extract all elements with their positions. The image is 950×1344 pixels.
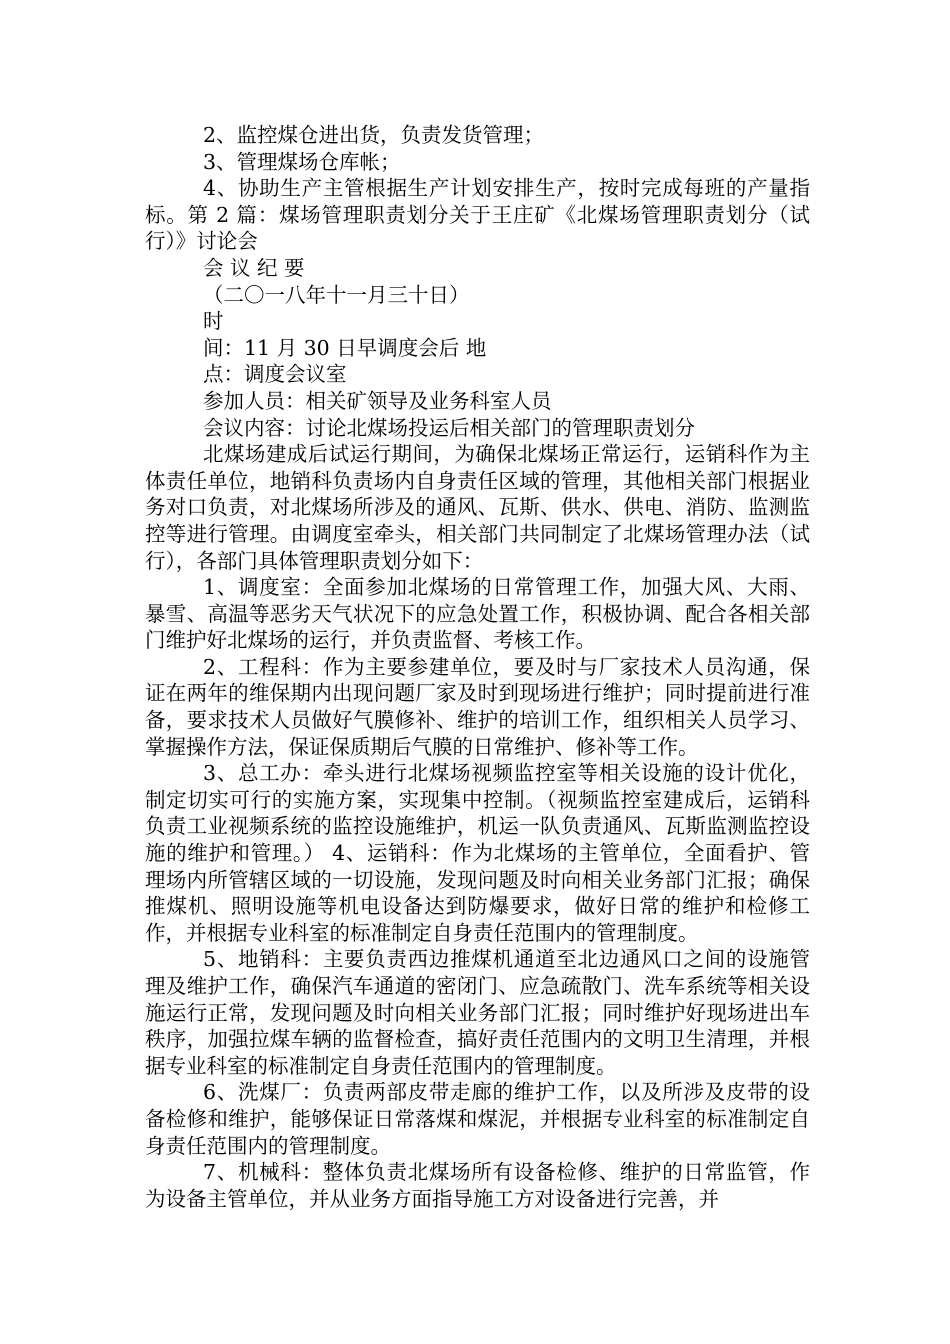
- duty-coal-washing-plant: 6、洗煤厂：负责两部皮带走廊的维护工作，以及所涉及皮带的设备检修和维护，能够保证日常落煤和煤泥，并根据专业科室的标准制定自身责任范围内的管理制度。: [145, 1080, 810, 1158]
- minutes-title: 会 议 纪 要: [203, 255, 305, 280]
- duty-machinery-dept: 7、机械科：整体负责北煤场所有设备检修、维护的日常监管，作为设备主管单位，并从业务方面指导施工方对设备进行完善，并: [145, 1160, 810, 1211]
- meeting-location: 点：调度会议室: [203, 362, 347, 387]
- meeting-content: 会议内容：讨论北煤场投运后相关部门的管理职责划分: [203, 415, 695, 440]
- paragraph-item-3: 3、管理煤场仓库帐；: [203, 149, 401, 174]
- paragraph-item-2: 2、监控煤仓进出货，负责发货管理；: [203, 123, 545, 147]
- meeting-time-value: 间：11 月 30 日早调度会后 地: [203, 335, 487, 360]
- document-body: [145, 122, 810, 1212]
- intro-paragraph: 北煤场建成后试运行期间，为确保北煤场正常运行，运销科作为主体责任单位，地销科负责场内自身责任区域的管理，其他相关部门根据业务对口负责，对北煤场所涉及的通风、瓦斯、供水、供电、消防、监测监控等进行管理。由调度室牵头，相关部门共同制定了北煤场管理办法（试行），各部门具体管理职责划分如下：: [145, 442, 810, 573]
- paragraph-item-4-and-heading: 4、协助生产主管根据生产计划安排生产，按时完成每班的产量指标。第 2 篇：煤场管理职责划分关于王庄矿《北煤场管理职责划分（试行）》讨论会: [145, 176, 810, 254]
- meeting-attendees: 参加人员：相关矿领导及业务科室人员: [203, 388, 552, 413]
- meeting-time-label: 时: [203, 309, 224, 334]
- duty-engineering-dept: 2、工程科：作为主要参建单位，要及时与厂家技术人员沟通，保证在两年的维保期内出现问题厂家及时到现场进行维护；同时提前进行准备，要求技术人员做好气膜修补、维护的培训工作，组织相关人员学习、掌握操作方法，保证保质期后气膜的日常维护、修补等工作。: [145, 654, 810, 759]
- duty-local-sales-dept: 5、地销科：主要负责西边推煤机通道至北边通风口之间的设施管理及维护工作，确保汽车通道的密闭门、应急疏散门、洗车系统等相关设施运行正常，发现问题及时向相关业务部门汇报；同时维护好现场进出车秩序，加强拉煤车辆的监督检查，搞好责任范围内的文明卫生清理，并根据专业科室的标准制定自身责任范围内的管理制度。: [145, 947, 810, 1078]
- minutes-date: （二〇一八年十一月三十日）: [203, 282, 470, 307]
- duty-dispatch-office: 1、调度室：全面参加北煤场的日常管理工作，加强大风、大雨、暴雪、高温等恶劣天气状况下的应急处置工作，积极协调、配合各相关部门维护好北煤场的运行，并负责监督、考核工作。: [145, 575, 810, 653]
- duty-chief-engineer-office: 3、总工办：牵头进行北煤场视频监控室等相关设施的设计优化，制定切实可行的实施方案，实现集中控制。（视频监控室建成后，运销科负责工业视频系统的监控设施维护，机运一队负责通风、瓦斯监测监控设施的维护和管理。） 4、运销科：作为北煤场的主管单位，全面看护、管理场内所管辖区域的一切设施，发现问题及时向相关业务部门汇报；确保推煤机、照明设施等机电设备达到防爆要求，做好日常的维护和检修工作，并根据专业科室的标准制定自身责任范围内的管理制度。: [145, 761, 810, 945]
